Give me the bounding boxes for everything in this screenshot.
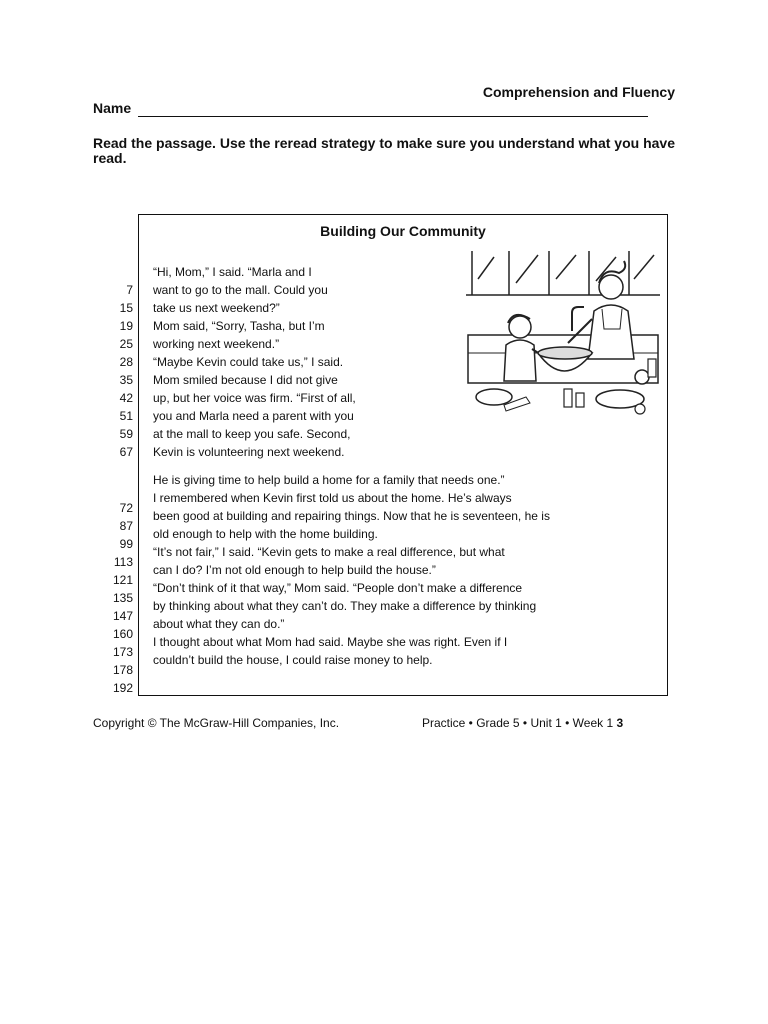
line-number: 42 bbox=[119, 391, 133, 405]
line-number: 28 bbox=[119, 355, 133, 369]
page-title: Comprehension and Fluency bbox=[482, 84, 675, 100]
passage-line: want to go to the mall. Could you bbox=[153, 283, 328, 297]
line-number: 19 bbox=[119, 319, 133, 333]
copyright-notice: Copyright © The McGraw-Hill Companies, Inc. bbox=[93, 716, 340, 730]
practice-info bbox=[422, 716, 623, 730]
line-number: 35 bbox=[119, 373, 133, 387]
passage-line: Kevin is volunteering next weekend. bbox=[153, 445, 345, 459]
page-number: 3 bbox=[616, 716, 624, 730]
passage-line: working next weekend.” bbox=[153, 337, 280, 351]
passage-line: at the mall to keep you safe. Second, bbox=[153, 427, 351, 441]
line-number: 192 bbox=[112, 681, 133, 695]
passage-line: can I do? I’m not old enough to help build the house.” bbox=[153, 563, 436, 577]
passage-line: I remembered when Kevin first told us about the home. He’s always bbox=[153, 491, 512, 505]
line-number: 173 bbox=[112, 645, 133, 659]
passage-line: Mom smiled because I did not give bbox=[153, 373, 338, 387]
passage-line: I thought about what Mom had said. Maybe she was right. Even if I bbox=[153, 635, 508, 649]
name-blank-line[interactable] bbox=[138, 116, 648, 117]
passage-line: by thinking about what they can’t do. They make a difference by thinking bbox=[153, 599, 537, 613]
line-number: 59 bbox=[119, 427, 133, 441]
passage-line: up, but her voice was firm. “First of all, bbox=[153, 391, 356, 405]
passage-line: old enough to help with the home building. bbox=[153, 527, 378, 541]
line-number: 160 bbox=[112, 627, 133, 641]
kitchen-illustration bbox=[464, 249, 662, 419]
passage-line: Mom said, “Sorry, Tasha, but I’m bbox=[153, 319, 325, 333]
instructions: Read the passage. Use the reread strategy to make sure you understand what you have read. bbox=[93, 135, 675, 166]
passage-line: been good at building and repairing things. Now that he is seventeen, he is bbox=[153, 509, 550, 523]
line-number: 72 bbox=[119, 501, 133, 515]
passage-line: “Maybe Kevin could take us,” I said. bbox=[153, 355, 344, 369]
passage-line: take us next weekend?” bbox=[153, 301, 280, 315]
line-number: 25 bbox=[119, 337, 133, 351]
practice-label: Practice • Grade 5 • Unit 1 • Week 1 bbox=[422, 716, 614, 730]
name-label: Name bbox=[93, 100, 132, 116]
passage-line: you and Marla need a parent with you bbox=[153, 409, 354, 423]
line-number: 147 bbox=[112, 609, 133, 623]
line-number: 67 bbox=[119, 445, 133, 459]
passage-box bbox=[138, 214, 668, 696]
line-number: 87 bbox=[119, 519, 133, 533]
passage-line: about what they can do.” bbox=[153, 617, 285, 631]
passage-line: “Don’t think of it that way,” Mom said. “People don’t make a difference bbox=[153, 581, 523, 595]
line-number: 135 bbox=[112, 591, 133, 605]
passage-line: He is giving time to help build a home for a family that needs one.” bbox=[153, 473, 505, 487]
passage-line: “It’s not fair,” I said. “Kevin gets to make a real difference, but what bbox=[153, 545, 505, 559]
line-number: 99 bbox=[119, 537, 133, 551]
passage-line: couldn’t build the house, I could raise money to help. bbox=[153, 653, 433, 667]
passage-line: “Hi, Mom,” I said. “Marla and I bbox=[153, 265, 312, 279]
line-number: 51 bbox=[119, 409, 133, 423]
name-field-row bbox=[93, 100, 653, 120]
passage-title: Building Our Community bbox=[320, 223, 486, 239]
line-number: 178 bbox=[112, 663, 133, 677]
line-number: 121 bbox=[112, 573, 133, 587]
line-number: 7 bbox=[126, 283, 133, 297]
line-number: 15 bbox=[119, 301, 133, 315]
line-number: 113 bbox=[113, 555, 133, 569]
